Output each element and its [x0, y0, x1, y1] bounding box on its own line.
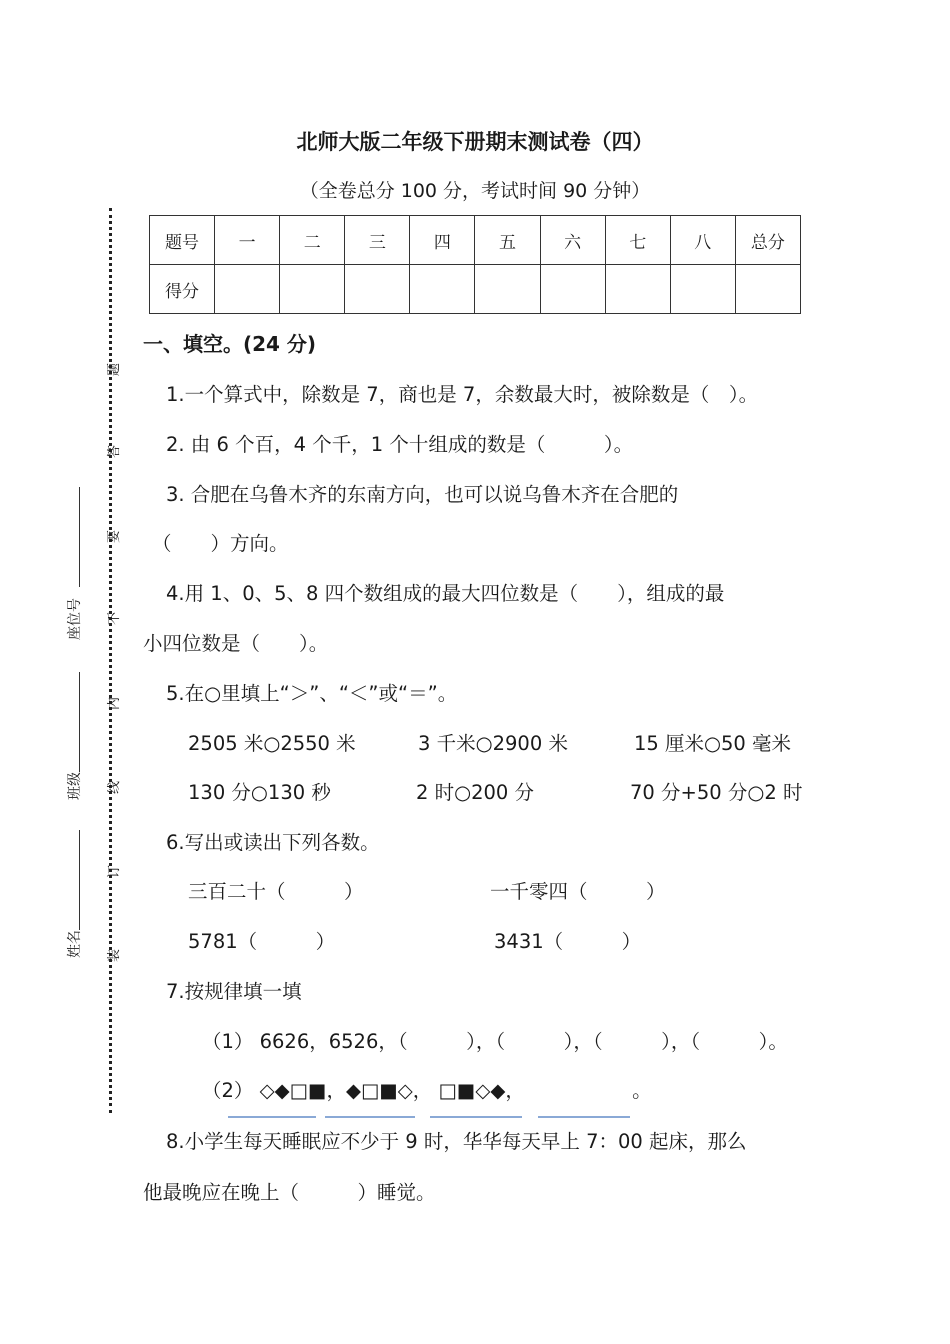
- score-header-cell: 总分: [735, 216, 800, 265]
- score-cell[interactable]: [735, 265, 800, 314]
- seat-number-label: 座位号: [67, 598, 83, 640]
- page-subtitle: （全卷总分 100 分，考试时间 90 分钟）: [299, 180, 651, 202]
- number-item: 一千零四（ ）: [490, 880, 666, 903]
- margin-char: 线: [107, 780, 123, 795]
- number-item: 三百二十（ ）: [188, 880, 364, 903]
- margin-char: 要: [107, 529, 123, 544]
- class-label: 班级: [67, 772, 83, 800]
- score-cell[interactable]: [345, 265, 410, 314]
- margin-char: 订: [107, 864, 123, 879]
- class-blank[interactable]: [79, 672, 80, 772]
- question-7-part2: （2） ◇◆□■，◆□■◇， □■◇◆， 。: [202, 1079, 652, 1102]
- score-header-cell: 三: [345, 216, 410, 265]
- compare-item: 15 厘米○50 毫米: [634, 732, 792, 755]
- compare-item: 2 时○200 分: [416, 781, 535, 804]
- question-4-line1: 4.用 1、0、5、8 四个数组成的最大四位数是（ ），组成的最: [166, 582, 725, 605]
- compare-item: 2505 米○2550 米: [188, 732, 356, 755]
- score-header-cell: 题号: [150, 216, 215, 265]
- question-2: 2. 由 6 个百，4 个千，1 个十组成的数是（ ）。: [166, 433, 634, 456]
- number-item: 3431（ ）: [494, 930, 642, 953]
- margin-char: 内: [107, 696, 123, 711]
- answer-underline: [430, 1116, 522, 1118]
- margin-char: 题: [107, 362, 123, 377]
- question-8-line2: 他最晚应在晚上（ ）睡觉。: [143, 1181, 436, 1204]
- binding-dotted-line: [109, 208, 112, 1113]
- score-header-cell: 六: [540, 216, 605, 265]
- compare-item: 3 千米○2900 米: [418, 732, 568, 755]
- question-8-line1: 8.小学生每天睡眠应不少于 9 时，华华每天早上 7：00 起床，那么: [166, 1130, 747, 1153]
- score-header-cell: 四: [410, 216, 475, 265]
- name-label: 姓名: [67, 930, 83, 958]
- question-5: 5.在○里填上“＞”、“＜”或“＝”。: [166, 682, 458, 705]
- score-cell[interactable]: [670, 265, 735, 314]
- score-cell[interactable]: [280, 265, 345, 314]
- question-3-line1: 3. 合肥在乌鲁木齐的东南方向，也可以说乌鲁木齐在合肥的: [166, 483, 679, 506]
- margin-char: 不: [107, 611, 123, 626]
- answer-underline: [228, 1116, 316, 1118]
- compare-item: 70 分+50 分○2 时: [630, 781, 803, 804]
- score-header-cell: 八: [670, 216, 735, 265]
- score-cell[interactable]: [410, 265, 475, 314]
- margin-char: 答: [107, 444, 123, 459]
- score-header-cell: 五: [475, 216, 540, 265]
- question-7: 7.按规律填一填: [166, 980, 302, 1003]
- score-cell[interactable]: [540, 265, 605, 314]
- answer-underline: [538, 1116, 630, 1118]
- question-1: 1.一个算式中，除数是 7，商也是 7，余数最大时，被除数是（ ）。: [166, 383, 759, 406]
- number-item: 5781（ ）: [188, 930, 336, 953]
- section-heading: 一、填空。(24 分): [143, 332, 317, 356]
- score-header-cell: 二: [280, 216, 345, 265]
- score-row-label: 得分: [150, 265, 215, 314]
- seat-number-blank[interactable]: [79, 487, 80, 587]
- score-header-cell: 七: [605, 216, 670, 265]
- score-header-row: [150, 216, 801, 265]
- score-table: [149, 215, 801, 314]
- compare-item: 130 分○130 秒: [188, 781, 331, 804]
- score-header-cell: 一: [215, 216, 280, 265]
- score-value-row: [150, 265, 801, 314]
- score-cell[interactable]: [475, 265, 540, 314]
- name-blank[interactable]: [79, 830, 80, 930]
- page-title: 北师大版二年级下册期末测试卷（四）: [296, 130, 654, 154]
- score-cell[interactable]: [605, 265, 670, 314]
- question-3-line2: （ ）方向。: [152, 532, 289, 555]
- question-7-part1: （1） 6626，6526，（ ），（ ），（ ），（ ）。: [202, 1030, 788, 1053]
- answer-underline: [325, 1116, 415, 1118]
- question-4-line2: 小四位数是（ ）。: [143, 632, 329, 655]
- question-6: 6.写出或读出下列各数。: [166, 831, 380, 854]
- margin-char: 装: [107, 948, 123, 963]
- score-cell[interactable]: [215, 265, 280, 314]
